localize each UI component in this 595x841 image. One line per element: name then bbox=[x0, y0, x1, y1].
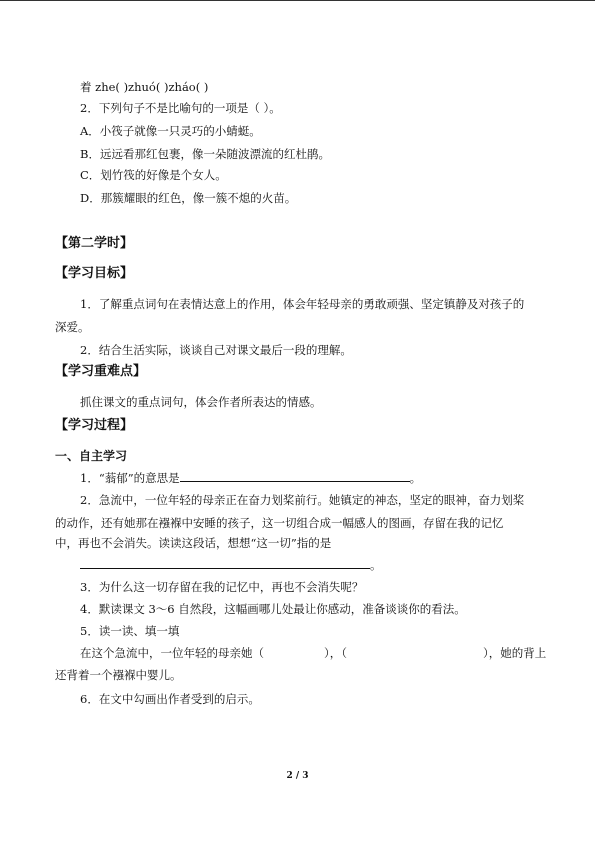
q2-end: 。 bbox=[370, 558, 382, 572]
q2-answer-blank[interactable] bbox=[80, 557, 370, 569]
q5-fill-b: ），（ bbox=[324, 646, 347, 660]
section-lesson-2: 【第二学时】 bbox=[55, 236, 134, 251]
self-study-q3: 3．为什么这一切存留在我的记忆中，再也不会消失呢？ bbox=[80, 580, 364, 594]
option-d: D．那簇耀眼的红色，像一簇不熄的火苗。 bbox=[80, 191, 297, 205]
section-key-points: 【学习重难点】 bbox=[55, 364, 147, 379]
q5-fill-c: ），她的背上 bbox=[483, 646, 547, 660]
self-study-q2-line-2: 的动作，还有她那在襁褓中安睡的孩子，这一切组合成一幅感人的图画，存留在我的记忆 bbox=[55, 516, 504, 530]
self-study-q4: 4．默读课文 3～6 自然段，这幅画哪儿处最让你感动，准备谈谈你的看法。 bbox=[80, 602, 466, 616]
self-study-q5-line-2: 还背着一个襁褓中婴儿。 bbox=[55, 668, 182, 682]
goal-1-line-1: 1．了解重点词句在表情达意上的作用，体会年轻母亲的勇敢顽强、坚定镇静及对孩子的 bbox=[80, 297, 525, 311]
page-number: 2 / 3 bbox=[286, 771, 309, 781]
self-study-q6: 6．在文中勾画出作者受到的启示。 bbox=[80, 692, 260, 706]
self-study-title: 一、自主学习 bbox=[55, 449, 128, 463]
self-study-q5: 5．读一读、填一填 bbox=[80, 624, 180, 638]
top-rule bbox=[0, 0, 595, 1]
pinyin-line: 着 zhe( )zhuó( )zháo( ) bbox=[80, 80, 209, 94]
q1-answer-blank[interactable] bbox=[180, 470, 410, 482]
self-study-q1 bbox=[80, 470, 421, 485]
q5-fill-a: 在这个急流中，一位年轻的母亲她（ bbox=[80, 646, 264, 660]
section-goals: 【学习目标】 bbox=[55, 266, 134, 281]
self-study-q5-fill bbox=[80, 646, 546, 660]
self-study-q2-line-1: 2．急流中，一位年轻的母亲正在奋力划桨前行。她镇定的神态，坚定的眼神，奋力划桨 bbox=[80, 493, 525, 507]
goal-2: 2．结合生活实际，谈谈自己对课文最后一段的理解。 bbox=[80, 343, 352, 357]
self-study-q2-answer-line bbox=[80, 557, 382, 572]
section-process: 【学习过程】 bbox=[55, 418, 134, 433]
question-2-stem: 2．下列句子不是比喻句的一项是（ ）。 bbox=[80, 101, 281, 115]
q1-suffix: 。 bbox=[409, 471, 422, 485]
key-points-text: 抓住课文的重点词句，体会作者所表达的情感。 bbox=[80, 395, 322, 409]
self-study-q2-line-3: 中，再也不会消失。读读这段话，想想“这一切”指的是 bbox=[55, 536, 332, 550]
option-a: A．小筏子就像一只灵巧的小蜻蜓。 bbox=[80, 124, 261, 138]
goal-1-line-2: 深爱。 bbox=[55, 320, 90, 334]
option-c: C．划竹筏的好像是个女人。 bbox=[80, 168, 227, 182]
q1-prefix: 1．“蓊郁”的意思是 bbox=[80, 471, 180, 485]
option-b: B．远远看那红包裹，像一朵随波漂流的红杜鹃。 bbox=[80, 147, 330, 161]
